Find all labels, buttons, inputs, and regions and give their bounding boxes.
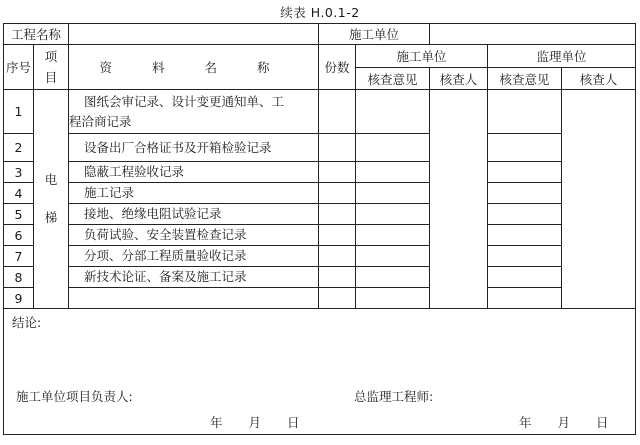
copies-cell [319, 204, 356, 225]
document-check-table [3, 23, 636, 435]
supervision-checker-header: 核查人 [562, 68, 636, 90]
construction-opinion-cell [356, 183, 430, 204]
row-number: 9 [4, 288, 34, 309]
project-name-value [69, 24, 319, 45]
table-row [4, 267, 636, 288]
category-char-2: 梯 [44, 210, 58, 225]
doc-name-cell: 施工记录 [69, 183, 319, 204]
copies-cell [319, 90, 356, 134]
row-number: 2 [4, 134, 34, 162]
construction-opinion-cell [356, 246, 430, 267]
row-number: 5 [4, 204, 34, 225]
row-number: 7 [4, 246, 34, 267]
table-row [4, 204, 636, 225]
chief-supervisor-label: 总监理工程师: [354, 389, 434, 404]
supervision-opinion-cell [488, 183, 562, 204]
table-row [4, 162, 636, 183]
doc-name-cell: 分项、分部工程质量验收记录 [69, 246, 319, 267]
table-row [4, 246, 636, 267]
supervision-opinion-cell [488, 225, 562, 246]
table-row [4, 183, 636, 204]
conclusion-cell [4, 309, 636, 435]
supervision-group-header: 监理单位 [488, 45, 636, 68]
category-char-1: 电 [44, 172, 58, 187]
table-row [4, 225, 636, 246]
category-cell [34, 90, 69, 309]
construction-lead-label: 施工单位项目负责人: [16, 389, 133, 404]
supervision-checker-cell [562, 90, 636, 309]
row-number: 3 [4, 162, 34, 183]
construction-opinion-cell [356, 162, 430, 183]
supervision-opinion-cell [488, 134, 562, 162]
supervision-opinion-cell [488, 246, 562, 267]
row-number: 8 [4, 267, 34, 288]
item-header-text: 项目 [44, 49, 58, 85]
doc-name-cell: 隐蔽工程验收记录 [69, 162, 319, 183]
copies-cell [319, 246, 356, 267]
column-header-row-1 [4, 45, 636, 68]
item-header [34, 45, 69, 90]
copies-cell [319, 267, 356, 288]
header-row [4, 24, 636, 45]
conclusion-label: 结论: [12, 315, 42, 330]
date-left: 年 月 日 [210, 415, 300, 430]
construction-unit-label: 施工单位 [319, 24, 430, 45]
construction-checker-cell [430, 90, 488, 309]
supervision-opinion-cell [488, 267, 562, 288]
table-row [4, 90, 636, 134]
row-number: 4 [4, 183, 34, 204]
project-name-label: 工程名称 [4, 24, 69, 45]
supervision-opinion-cell [488, 288, 562, 309]
doc-name-line-2: 程洽商记录 [69, 113, 132, 129]
doc-name-cell: 新技术论证、备案及施工记录 [69, 267, 319, 288]
supervision-opinion-cell [488, 204, 562, 225]
doc-name-cell [69, 90, 319, 134]
construction-opinion-cell [356, 225, 430, 246]
row-number: 6 [4, 225, 34, 246]
doc-name-cell: 设备出厂合格证书及开箱检验记录 [69, 134, 319, 162]
copies-cell [319, 183, 356, 204]
table-row [4, 134, 636, 162]
copies-cell [319, 225, 356, 246]
supervision-opinion-cell [488, 162, 562, 183]
supervision-opinion-cell [488, 90, 562, 134]
construction-checker-header: 核查人 [430, 68, 488, 90]
construction-opinion-header: 核查意见 [356, 68, 430, 90]
row-number: 1 [4, 90, 34, 134]
construction-opinion-cell [356, 134, 430, 162]
doc-name-header: 资 料 名 称 [69, 45, 319, 90]
table-row [4, 288, 636, 309]
copies-cell [319, 288, 356, 309]
date-right: 年 月 日 [519, 415, 609, 430]
construction-opinion-cell [356, 288, 430, 309]
doc-name-cell [69, 288, 319, 309]
doc-name-cell: 负荷试验、安全装置检查记录 [69, 225, 319, 246]
seq-header: 序号 [4, 45, 34, 90]
table-caption: 续表 H.0.1-2 [280, 5, 360, 20]
construction-opinion-cell [356, 90, 430, 134]
supervision-opinion-header: 核查意见 [488, 68, 562, 90]
doc-name-line-1: 图纸会审记录、设计变更通知单、工 [84, 93, 285, 109]
construction-group-header: 施工单位 [356, 45, 488, 68]
construction-opinion-cell [356, 204, 430, 225]
copies-cell [319, 134, 356, 162]
copies-cell [319, 162, 356, 183]
doc-name-cell: 接地、绝缘电阻试验记录 [69, 204, 319, 225]
construction-unit-value [430, 24, 636, 45]
copies-header: 份数 [319, 45, 356, 90]
conclusion-row [4, 309, 636, 435]
construction-opinion-cell [356, 267, 430, 288]
